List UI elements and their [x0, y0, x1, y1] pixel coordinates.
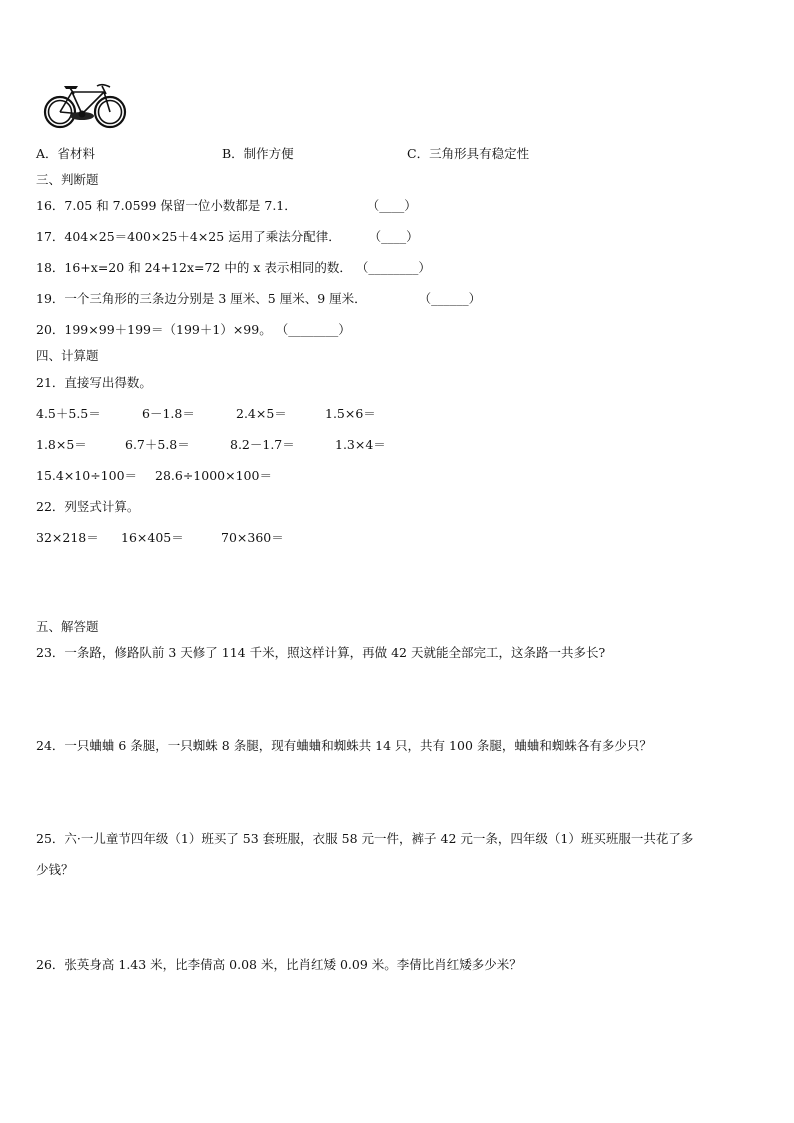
- question-20: [36, 322, 351, 338]
- question-19-blank[interactable]: （______）: [418, 291, 482, 306]
- question-25-line2: 少钱？: [36, 862, 74, 877]
- choice-a: A．省材料: [36, 146, 96, 161]
- choice-c: C．三角形具有稳定性: [407, 146, 530, 161]
- question-20-text: 20．199×99＋199＝（199＋1）×99。: [36, 322, 272, 337]
- question-20-blank[interactable]: （________）: [275, 322, 351, 337]
- calc-r2-c2: 6.7＋5.8＝: [125, 437, 190, 452]
- question-16: [36, 198, 417, 214]
- section-judge-title: 三、判断题: [36, 172, 99, 187]
- question-17: [36, 229, 419, 245]
- question-25-line1: 25．六·一儿童节四年级（1）班买了 53 套班服，衣服 58 元一件，裤子 42 元一条，四年级（1）班买班服一共花了多: [36, 831, 694, 846]
- calc-r3-c2: 28.6÷1000×100＝: [155, 468, 272, 483]
- calc-r2-c4: 1.3×4＝: [335, 437, 386, 452]
- question-18: [36, 260, 431, 276]
- calc-r2-c3: 8.2－1.7＝: [230, 437, 295, 452]
- calc-r3-c1: 15.4×10÷100＝: [36, 468, 138, 483]
- question-16-blank[interactable]: （____）: [366, 198, 417, 213]
- section-answer-title: 五、解答题: [36, 619, 99, 634]
- choice-b: B．制作方便: [222, 146, 294, 161]
- question-23: 23．一条路，修路队前 3 天修了 114 千米，照这样计算，再做 42 天就能全部完工，这条路一共多长?: [36, 645, 606, 660]
- question-18-text: 18．16+x=20 和 24+12x=72 中的 x 表示相同的数．: [36, 260, 352, 275]
- calc-r1-c2: 6－1.8＝: [142, 406, 195, 421]
- question-21: 21．直接写出得数。: [36, 375, 152, 390]
- calc-r1-c1: 4.5＋5.5＝: [36, 406, 101, 421]
- calc-r4-c1: 32×218＝: [36, 530, 99, 545]
- section-calc-title: 四、计算题: [36, 348, 99, 363]
- calc-r4-c2: 16×405＝: [121, 530, 184, 545]
- question-18-blank[interactable]: （________）: [355, 260, 431, 275]
- question-22: 22．列竖式计算。: [36, 499, 140, 514]
- question-16-text: 16．7.05 和 7.0599 保留一位小数都是 7.1．: [36, 198, 297, 213]
- calc-r1-c3: 2.4×5＝: [236, 406, 287, 421]
- calc-r4-c3: 70×360＝: [221, 530, 284, 545]
- bicycle-figure: [42, 80, 130, 134]
- question-26: 26．张英身高 1.43 米，比李倩高 0.08 米，比肖红矮 0.09 米。李倩比肖红矮多少米？: [36, 957, 522, 972]
- question-17-text: 17．404×25＝400×25＋4×25 运用了乘法分配律．: [36, 229, 341, 244]
- calc-r1-c4: 1.5×6＝: [325, 406, 376, 421]
- calc-r2-c1: 1.8×5＝: [36, 437, 87, 452]
- question-19-text: 19．一个三角形的三条边分别是 3 厘米、5 厘米、9 厘米．: [36, 291, 367, 306]
- question-19: [36, 291, 481, 307]
- question-24: 24．一只蛐蛐 6 条腿，一只蜘蛛 8 条腿，现有蛐蛐和蜘蛛共 14 只，共有 100 条腿，蛐蛐和蜘蛛各有多少只？: [36, 738, 652, 753]
- question-17-blank[interactable]: （____）: [368, 229, 419, 244]
